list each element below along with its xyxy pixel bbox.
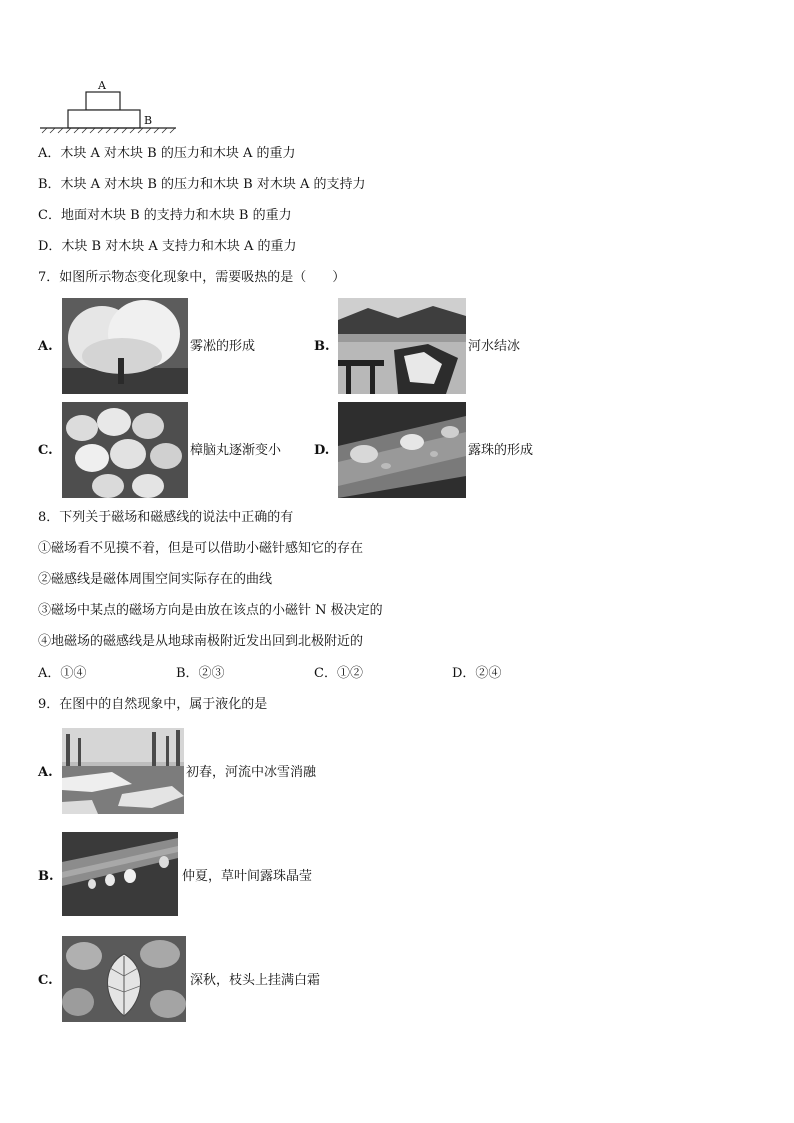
q8-choice-c[interactable]: C．①②: [314, 666, 363, 681]
q7-option-c-letter[interactable]: C.: [38, 443, 53, 458]
q6-option-c[interactable]: C．地面对木块 B 的支持力和木块 B 的重力: [38, 208, 292, 223]
rime-frost-tree-image: [62, 298, 188, 394]
q7-option-a-letter[interactable]: A.: [38, 339, 53, 354]
q7-option-c-caption: 樟脑丸逐渐变小: [190, 443, 282, 458]
block-a: [86, 92, 120, 110]
q9-option-a-caption: 初春，河流中冰雪消融: [186, 765, 317, 780]
q8-choice-b[interactable]: B．②③: [176, 666, 225, 681]
q7-stem: 7．如图所示物态变化现象中，需要吸热的是（ ）: [38, 270, 346, 285]
camphor-balls-image: [62, 402, 188, 498]
q8-statement-2: ②磁感线是磁体周围空间实际存在的曲线: [38, 572, 273, 587]
q9-stem: 9．在图中的自然现象中，属于液化的是: [38, 697, 268, 712]
q7-option-d-letter[interactable]: D.: [314, 443, 330, 458]
ground-hatching: [42, 128, 175, 133]
q9-option-a-letter[interactable]: A.: [38, 765, 53, 780]
q7-option-a-caption: 雾凇的形成: [190, 339, 256, 354]
frozen-river-image: [338, 298, 466, 394]
q7-option-b-letter[interactable]: B.: [314, 339, 330, 354]
q6-option-a[interactable]: A．木块 A 对木块 B 的压力和木块 A 的重力: [38, 146, 296, 161]
label-a: A: [98, 79, 106, 92]
q7-option-b-caption: 河水结冰: [468, 339, 521, 354]
q8-statement-1: ①磁场看不见摸不着，但是可以借助小磁针感知它的存在: [38, 541, 364, 556]
label-b: B: [144, 114, 153, 127]
q8-choice-d[interactable]: D．②④: [452, 666, 502, 681]
q9-option-c-letter[interactable]: C.: [38, 973, 53, 988]
melting-river-image: [62, 728, 184, 814]
q7-option-d-caption: 露珠的形成: [468, 443, 534, 458]
q8-statement-3: ③磁场中某点的磁场方向是由放在该点的小磁针 N 极决定的: [38, 603, 383, 618]
q8-stem: 8．下列关于磁场和磁感线的说法中正确的有: [38, 510, 294, 525]
dew-drops-on-leaf-image: [338, 402, 466, 498]
q8-choice-a[interactable]: A．①④: [38, 666, 87, 681]
q8-statement-4: ④地磁场的磁感线是从地球南极附近发出回到北极附近的: [38, 634, 364, 649]
dew-on-grass-image: [62, 832, 178, 916]
q6-option-b[interactable]: B．木块 A 对木块 B 的压力和木块 B 对木块 A 的支持力: [38, 177, 366, 192]
q6-option-d[interactable]: D．木块 B 对木块 A 支持力和木块 A 的重力: [38, 239, 297, 254]
block-diagram-svg: [38, 78, 178, 134]
q9-option-b-caption: 仲夏，草叶间露珠晶莹: [182, 869, 313, 884]
block-diagram: [38, 78, 178, 134]
q9-option-c-caption: 深秋，枝头上挂满白霜: [190, 973, 321, 988]
q9-option-b-letter[interactable]: B.: [38, 869, 54, 884]
frost-on-leaves-image: [62, 936, 186, 1022]
block-b: [68, 110, 140, 128]
